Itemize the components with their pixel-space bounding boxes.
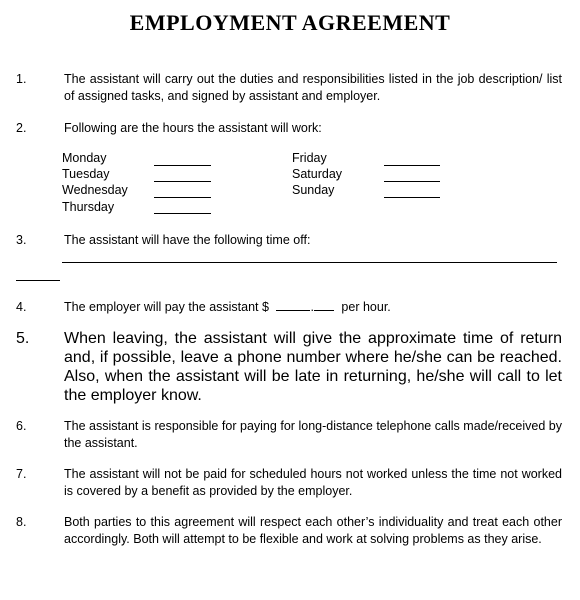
sunday-hours-field[interactable] [384, 197, 440, 198]
decimal-point: . [310, 300, 314, 314]
item-text: The employer will pay the assistant $ [64, 300, 269, 314]
monday-hours-field[interactable] [154, 165, 211, 166]
day-label: Monday [62, 151, 107, 165]
item-text: The assistant is responsible for paying for long-distance telephone calls made/received by the assistant. [64, 419, 562, 450]
item-number: 2. [16, 121, 27, 135]
item-text: Both parties to this agreement will respect each other’s individuality and treat each other accordingly. Both will attempt to be flexible and work at solving problems as they arise. [64, 515, 562, 546]
item-text: Following are the hours the assistant will work: [64, 121, 322, 135]
wednesday-hours-field[interactable] [154, 197, 211, 198]
tuesday-hours-field[interactable] [154, 181, 211, 182]
document-title: EMPLOYMENT AGREEMENT [129, 10, 451, 35]
item-number: 7. [16, 467, 27, 481]
item-text: The assistant will not be paid for scheduled hours not worked unless the time not worked is covered by a benefit as provided by the employer. [64, 467, 562, 498]
saturday-hours-field[interactable] [384, 181, 440, 182]
pay-cents-field[interactable] [314, 299, 334, 311]
item-text: The assistant will carry out the duties and responsibilities listed in the job description/ list of assigned tasks, and signed by assistant and employer. [64, 72, 562, 103]
day-label: Tuesday [62, 167, 110, 181]
item-number: 6. [16, 419, 27, 433]
item-number: 5. [16, 330, 30, 347]
day-label: Thursday [62, 200, 115, 214]
day-label: Saturday [292, 167, 343, 181]
thursday-hours-field[interactable] [154, 213, 211, 214]
day-label: Sunday [292, 183, 335, 197]
day-label: Wednesday [62, 183, 128, 197]
time-off-field-line-2[interactable] [16, 280, 60, 281]
pay-rate-line [64, 299, 562, 316]
pay-dollars-field[interactable] [276, 299, 310, 311]
day-label: Friday [292, 151, 327, 165]
friday-hours-field[interactable] [384, 165, 440, 166]
item-number: 1. [16, 72, 27, 86]
item-text: The assistant will have the following time off: [64, 233, 311, 247]
item-text: When leaving, the assistant will give the approximate time of return and, if possible, leave a phone number where he/she can be reached. Also, when the assistant will be late in returning, he/she will call to let the employer know. [64, 330, 562, 404]
item-number: 8. [16, 515, 27, 529]
item-number: 3. [16, 233, 27, 247]
time-off-field-line-1[interactable] [62, 262, 557, 263]
item-number: 4. [16, 300, 27, 314]
item-text: per hour. [341, 300, 391, 314]
